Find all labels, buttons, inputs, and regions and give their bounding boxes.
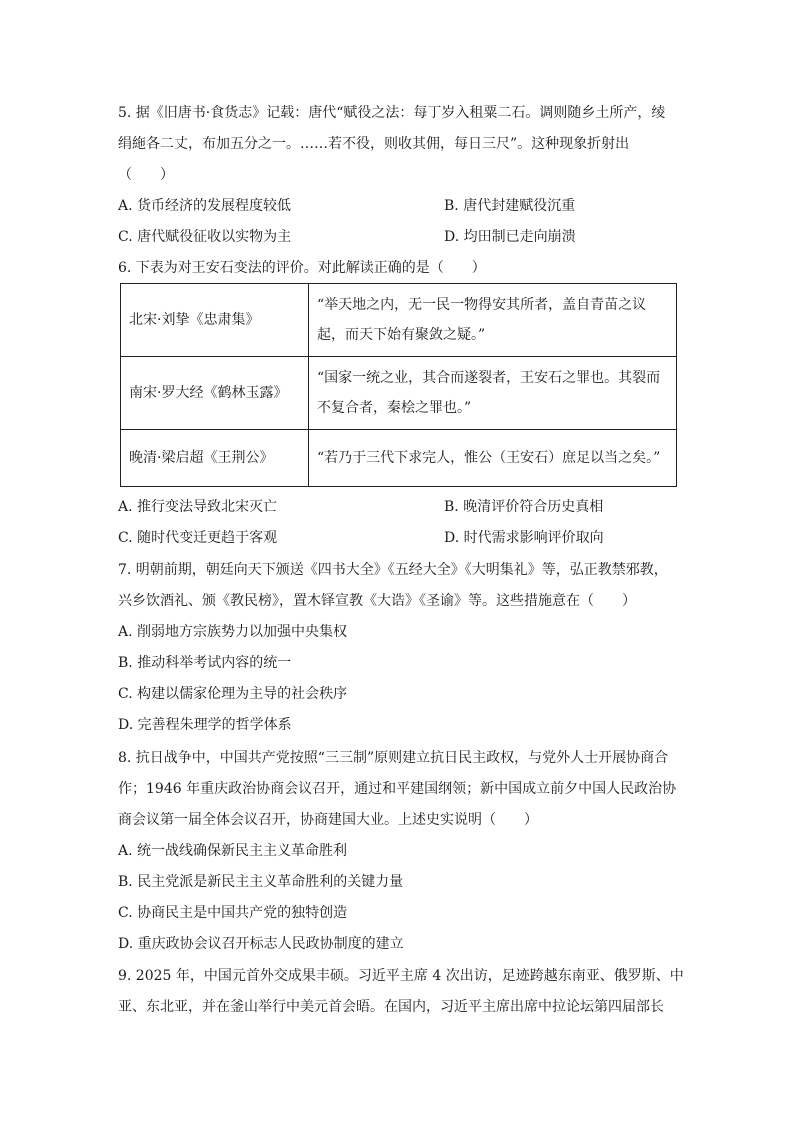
q5-option-b: B. 唐代封建赋役沉重 <box>444 198 576 214</box>
q5-option-d: D. 均田制已走向崩溃 <box>444 229 576 245</box>
table-quote-cell <box>309 284 677 357</box>
q5-answer-blank: （ ） <box>118 167 174 183</box>
quote-line: 不复合者，秦桧之罪也。” <box>317 400 472 416</box>
table-source-cell: 北宋·刘挚《忠肃集》 <box>121 284 309 357</box>
table-quote-cell <box>309 357 677 430</box>
q5-option-a: A. 货币经济的发展程度较低 <box>118 198 292 214</box>
q8-stem-line2: 作；1946 年重庆政治协商会议召开，通过和平建国纲领；新中国成立前夕中国人民政治协 <box>118 781 677 797</box>
q6-option-b: B. 晚清评价符合历史真相 <box>444 499 604 515</box>
q6-evaluation-table <box>120 283 677 487</box>
q8-option-b: B. 民主党派是新民主主义革命胜利的关键力量 <box>118 874 404 890</box>
quote-line: 起，而天下始有聚敛之疑。” <box>317 327 486 343</box>
q8-option-a: A. 统一战线确保新民主主义革命胜利 <box>118 843 348 859</box>
q7-option-d: D. 完善程朱理学的哲学体系 <box>118 717 292 733</box>
quote-line: “举天地之内，无一民一物得安其所者，盖自青苗之议 <box>317 297 647 313</box>
table-row <box>121 357 677 430</box>
q9-stem-line1: 9. 2025 年，中国元首外交成果丰硕。习近平主席 4 次出访，足迹跨越东南亚、俄罗斯、中 <box>118 968 684 984</box>
q9-stem-line2: 亚、东北亚，并在釜山举行中美元首会晤。在国内，习近平主席出席中拉论坛第四届部长 <box>118 999 664 1015</box>
q7-option-a: A. 削弱地方宗族势力以加强中央集权 <box>118 624 348 640</box>
q6-stem: 6. 下表为对王安石变法的评价。对此解读正确的是（ ） <box>118 260 486 276</box>
table-quote-cell <box>309 430 677 487</box>
q6-option-d: D. 时代需求影响评价取向 <box>444 530 604 546</box>
q8-option-c: C. 协商民主是中国共产党的独特创造 <box>118 905 348 921</box>
q7-option-b: B. 推动科举考试内容的统一 <box>118 655 292 671</box>
table-source-cell: 晚清·梁启超《王荆公》 <box>121 430 309 487</box>
q8-stem-line3: 商会议第一届全体会议召开，协商建国大业。上述史实说明（ ） <box>118 812 538 828</box>
q6-option-c: C. 随时代变迁更趋于客观 <box>118 530 278 546</box>
q5-stem-line1: 5. 据《旧唐书·食货志》记载：唐代“赋役之法：每丁岁入租粟二石。调则随乡土所产，绫 <box>118 105 666 121</box>
q7-stem-line2: 兴乡饮酒礼、颁《教民榜》，置木铎宣教《大诰》《圣谕》等。这些措施意在（ ） <box>118 593 636 609</box>
q7-stem-line1: 7. 明朝前期，朝廷向天下颁送《四书大全》《五经大全》《大明集礼》等，弘正教禁邪教， <box>118 562 668 578</box>
quote-line: “国家一统之业，其合而遂裂者，王安石之罪也。其裂而 <box>317 370 661 386</box>
q8-option-d: D. 重庆政协会议召开标志人民政协制度的建立 <box>118 936 404 952</box>
table-source-cell: 南宋·罗大经《鹤林玉露》 <box>121 357 309 430</box>
q5-option-c: C. 唐代赋役征收以实物为主 <box>118 229 292 245</box>
quote-line: “若乃于三代下求完人，惟公（王安石）庶足以当之矣。” <box>317 450 661 466</box>
table-row <box>121 430 677 487</box>
q6-option-a: A. 推行变法导致北宋灭亡 <box>118 499 278 515</box>
q5-stem-line2: 绢絁各二丈，布加五分之一。……若不役，则收其佣，每日三尺”。这种现象折射出 <box>118 136 630 152</box>
q8-stem-line1: 8. 抗日战争中，中国共产党按照“三三制”原则建立抗日民主政权，与党外人士开展协商合 <box>118 750 669 766</box>
table-row <box>121 284 677 357</box>
q7-option-c: C. 构建以儒家伦理为主导的社会秩序 <box>118 686 348 702</box>
